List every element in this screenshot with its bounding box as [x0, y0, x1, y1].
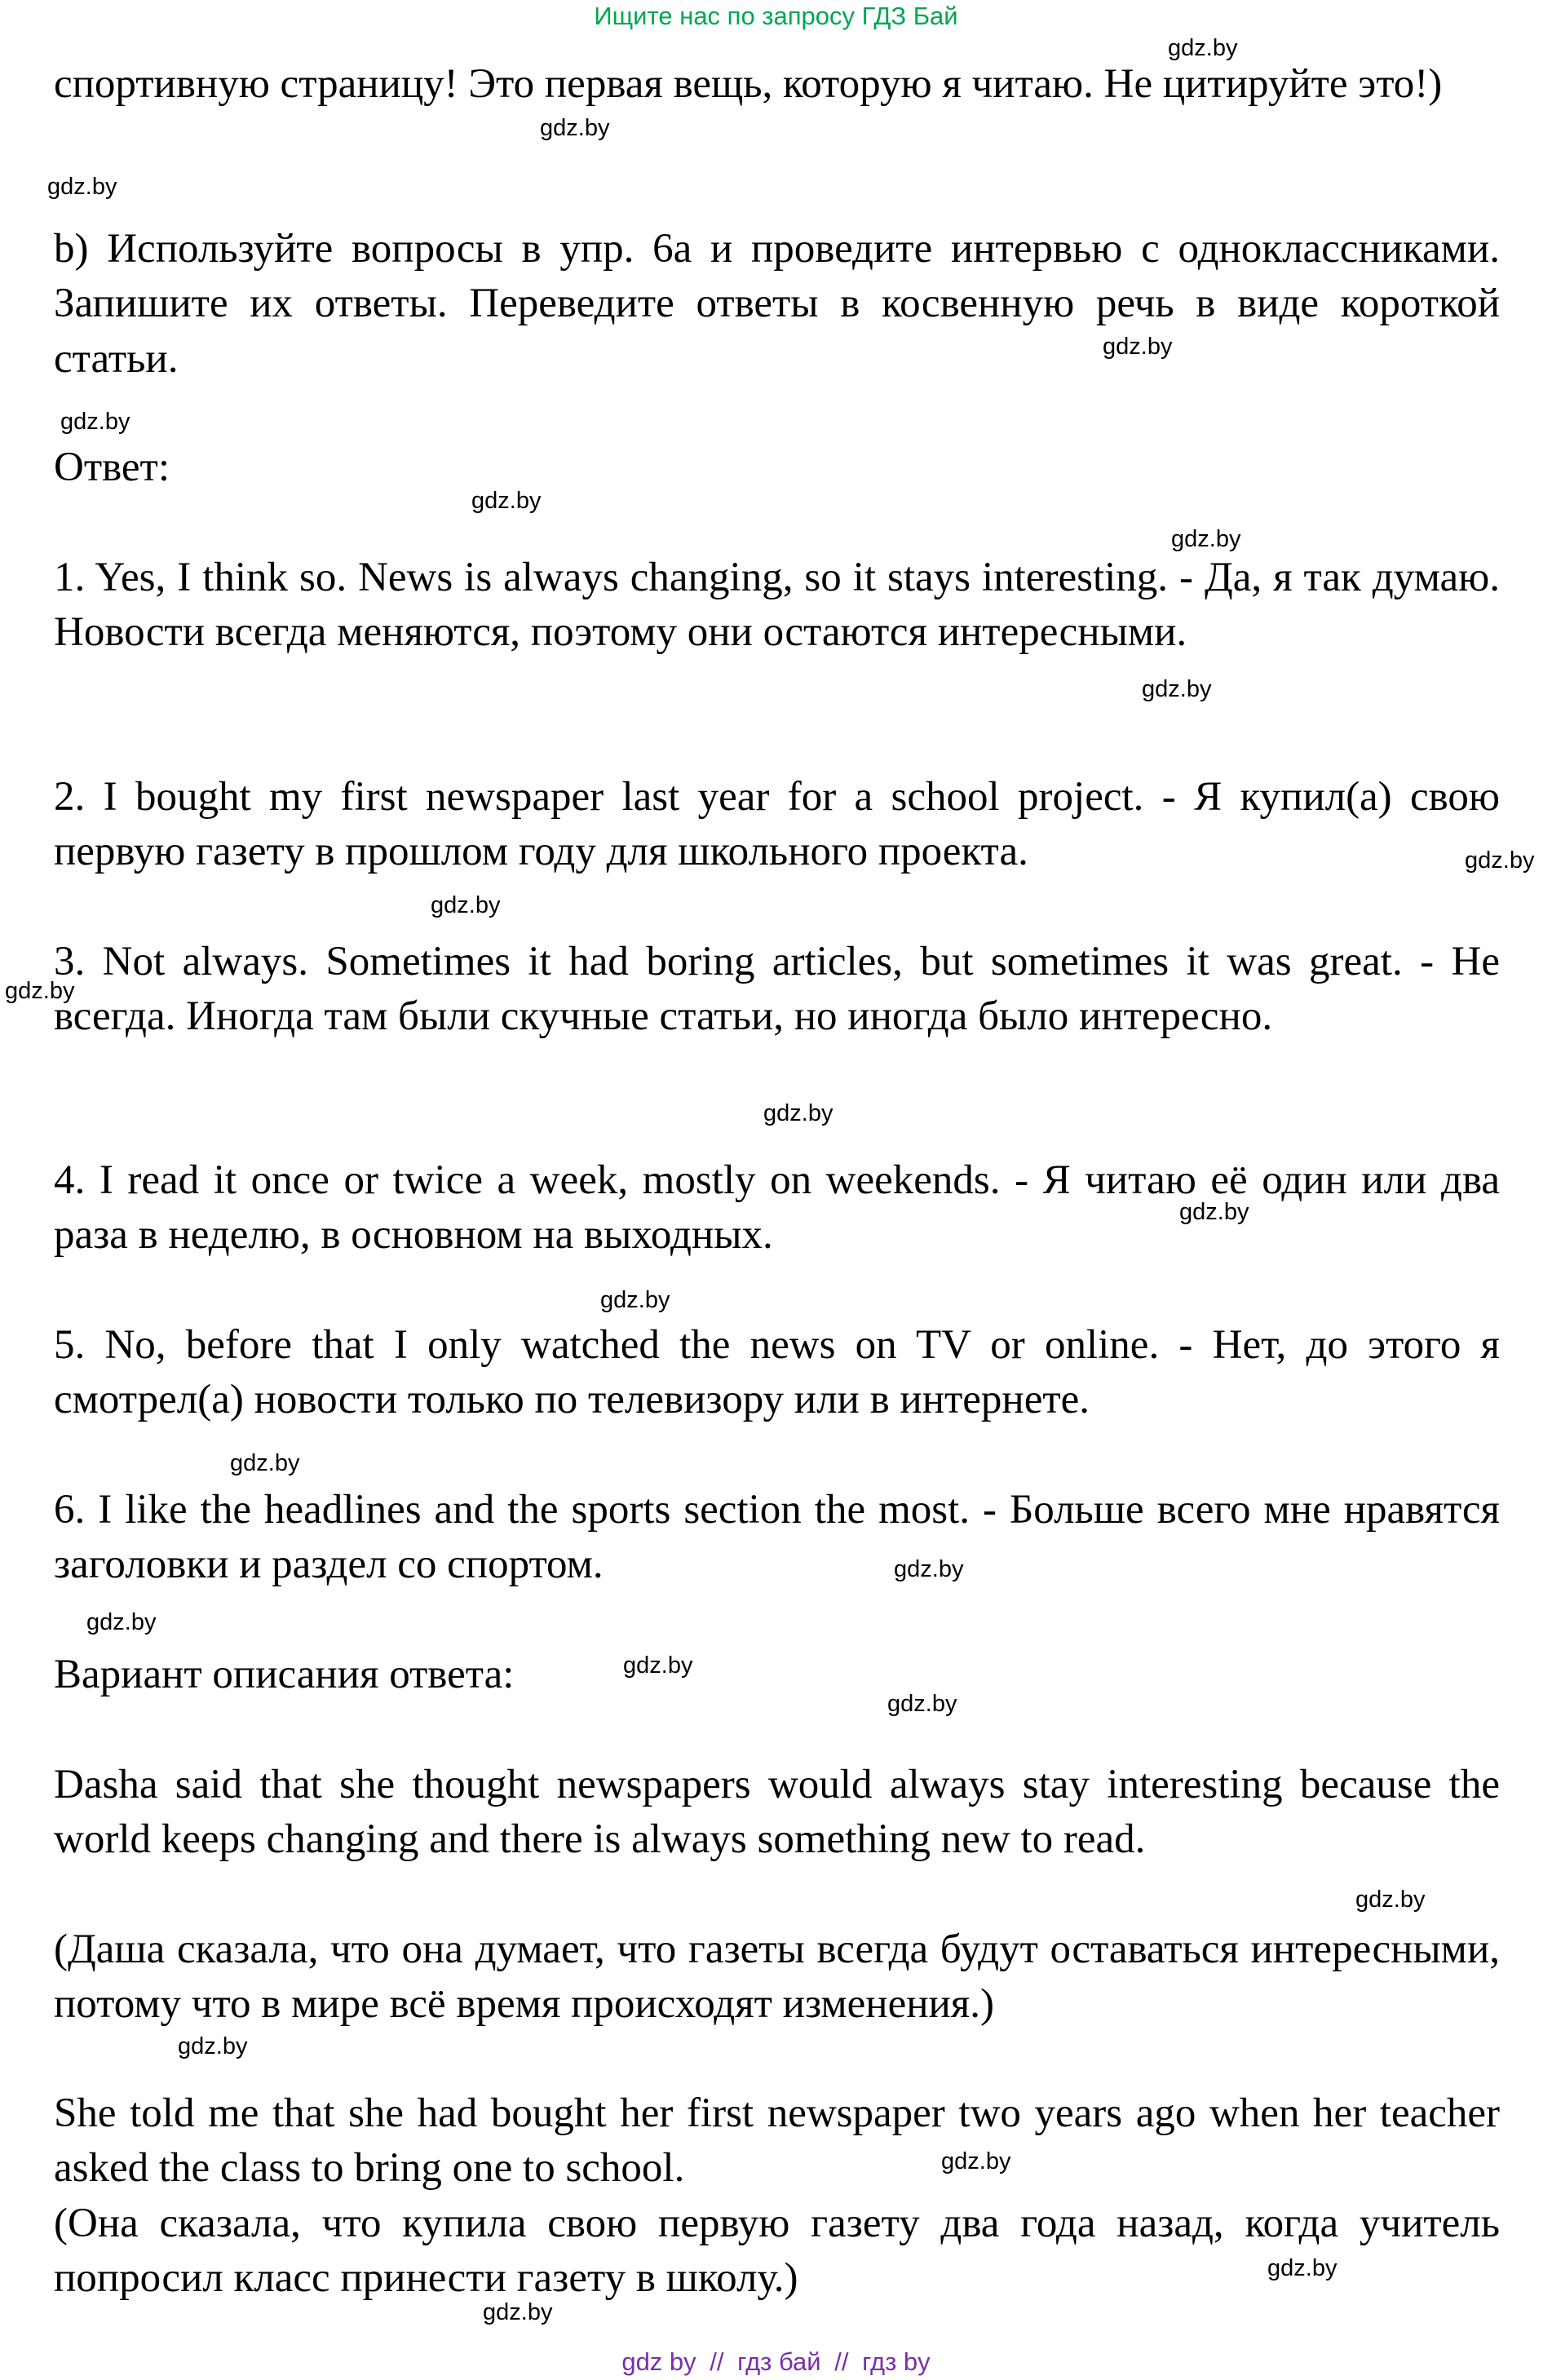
watermark: gdz.by	[431, 892, 501, 918]
footer-link-gdz-by-cyr[interactable]: гдз by	[862, 2347, 931, 2376]
footer-link-gdz-by[interactable]: gdz by	[621, 2347, 696, 2376]
answer-item-3: 3. Not always. Sometimes it had boring articles, but sometimes it was great. - Не всегда. Иногда там были скучные статьи, но иногда было интересно.	[54, 939, 1500, 1040]
watermark: gdz.by	[1179, 1199, 1249, 1225]
paragraph-intro-ending: спортивную страницу! Это первая вещь, которую я читаю. Не цитируйте это!)	[54, 61, 1443, 107]
answer-item-5: 5. No, before that I only watched the news on TV or online. - Нет, до этого я смотрел(а) новости только по телевизору или в интернете.	[54, 1322, 1500, 1423]
watermark: gdz.by	[540, 115, 610, 141]
footer-link-gdz-bai[interactable]: гдз бай	[737, 2347, 821, 2376]
summary-1-english: Dasha said that she thought newspapers would always stay interesting because the world keeps changing and there is always something new to read.	[54, 1762, 1500, 1863]
watermark: gdz.by	[894, 1556, 964, 1582]
paragraph-task-b: b) Используйте вопросы в упр. 6a и проведите интервью с одноклассниками. Запишите их ответы. Переведите ответы в косвенную речь в виде короткой статьи.	[54, 226, 1500, 382]
answer-item-4: 4. I read it once or twice a week, mostly on weekends. - Я читаю её один или два раза в неделю, в основном на выходных.	[54, 1157, 1500, 1259]
search-hint-link[interactable]: Ищите нас по запросу ГДЗ Бай	[594, 2, 958, 30]
summary-2-russian: (Она сказала, что купила свою первую газету два года назад, когда учитель попросил класс принести газету в школу.)	[54, 2201, 1500, 2302]
watermark: gdz.by	[47, 174, 117, 200]
footer-links	[0, 2346, 1552, 2378]
answer-item-1: 1. Yes, I think so. News is always changing, so it stays interesting. - Да, я так думаю. Новости всегда меняются, поэтому они остаются интересными.	[54, 555, 1500, 656]
watermark: gdz.by	[1355, 1887, 1426, 1913]
watermark: gdz.by	[483, 2299, 553, 2325]
summary-1-russian: (Даша сказала, что она думает, что газеты всегда будут оставаться интересными, потому что в мире всё время происходят изменения.)	[54, 1927, 1500, 2028]
watermark: gdz.by	[763, 1100, 833, 1126]
watermark: gdz.by	[1103, 334, 1173, 360]
answer-item-2: 2. I bought my first newspaper last year for a school project. - Я купил(а) свою первую газету в прошлом году для школьного проекта.	[54, 774, 1500, 875]
watermark: gdz.by	[941, 2148, 1011, 2174]
watermark: gdz.by	[5, 978, 75, 1004]
summary-2-english: She told me that she had bought her first newspaper two years ago when her teacher asked the class to bring one to school.	[54, 2090, 1500, 2192]
watermark: gdz.by	[600, 1287, 670, 1313]
watermark: gdz.by	[887, 1691, 957, 1717]
watermark: gdz.by	[1267, 2255, 1338, 2281]
watermark: gdz.by	[623, 1652, 693, 1679]
watermark: gdz.by	[1465, 847, 1535, 874]
watermark: gdz.by	[1142, 676, 1212, 702]
watermark: gdz.by	[178, 2033, 248, 2059]
footer-separator: //	[834, 2347, 849, 2376]
watermark: gdz.by	[471, 488, 542, 514]
variant-label: Вариант описания ответа:	[54, 1652, 515, 1697]
answer-item-6: 6. I like the headlines and the sports section the most. - Больше всего мне нравятся заголовки и раздел со спортом.	[54, 1487, 1500, 1588]
watermark: gdz.by	[230, 1450, 300, 1476]
footer-separator: //	[710, 2347, 724, 2376]
watermark: gdz.by	[86, 1609, 157, 1635]
answer-label: Ответ:	[54, 445, 170, 490]
watermark: gdz.by	[1171, 526, 1241, 552]
watermark: gdz.by	[60, 409, 130, 435]
watermark: gdz.by	[1168, 35, 1238, 61]
